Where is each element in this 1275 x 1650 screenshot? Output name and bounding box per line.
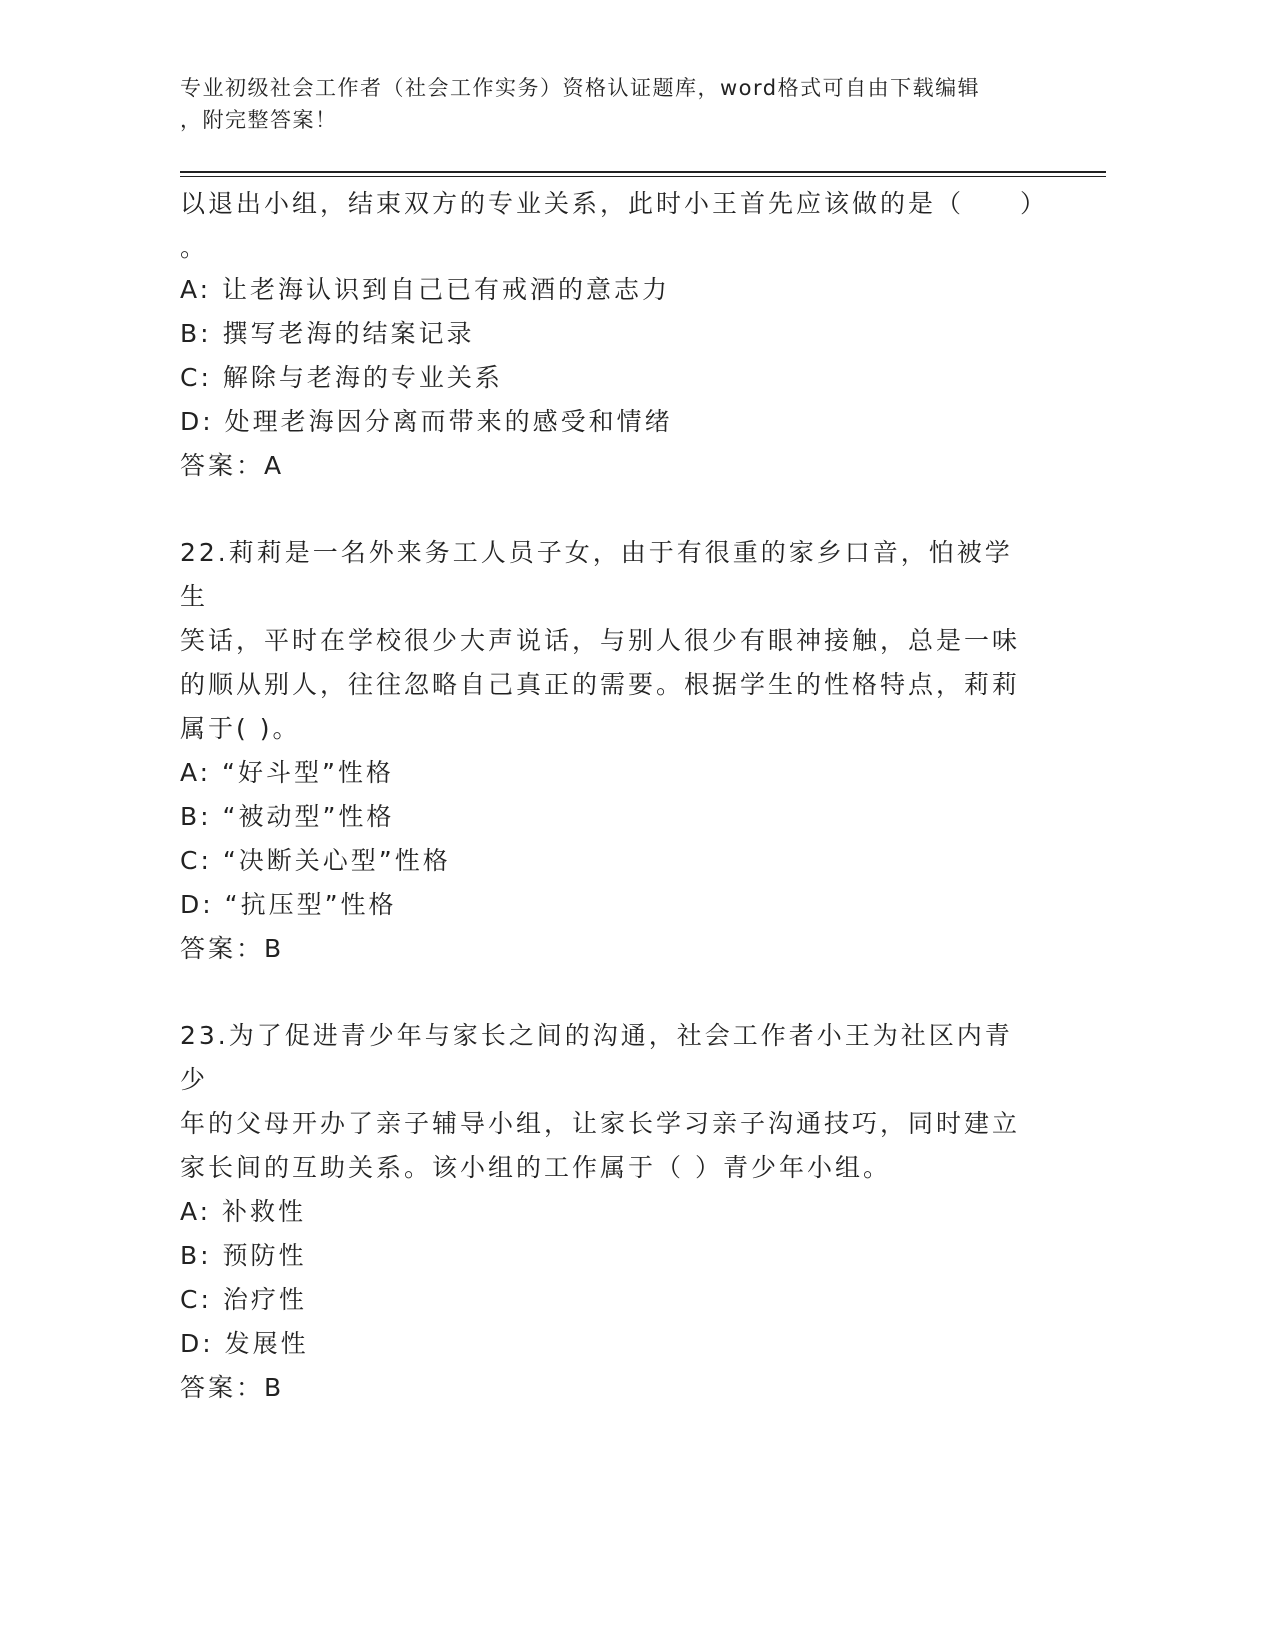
option-d: D: 发展性	[180, 1329, 309, 1358]
question-text-line: 家长间的互助关系。该小组的工作属于（ ）青少年小组。	[180, 1153, 891, 1182]
question-text-line: 23.为了促进青少年与家长之间的沟通，社会工作者小王为社区内青少	[180, 1021, 1013, 1094]
question-text-line: 笑话，平时在学校很少大声说话，与别人很少有眼神接触，总是一味	[180, 626, 1021, 655]
option-a: A: “好斗型”性格	[180, 758, 394, 787]
spacer	[180, 971, 1040, 1014]
option-d: D: “抗压型”性格	[180, 890, 397, 919]
option-b: B: 预防性	[180, 1241, 307, 1270]
document-body	[180, 180, 1049, 1410]
page-header	[180, 72, 1040, 136]
question-21-continuation	[180, 180, 1049, 488]
answer: 答案：B	[180, 934, 285, 963]
header-line-1: 专业初级社会工作者（社会工作实务）资格认证题库，word格式可自由下载编辑	[180, 76, 981, 100]
option-a: A: 让老海认识到自己已有戒酒的意志力	[180, 275, 671, 304]
header-divider-thick	[180, 171, 1106, 173]
answer: 答案：A	[180, 451, 285, 480]
option-b: B: “被动型”性格	[180, 802, 395, 831]
question-23	[180, 1014, 1040, 1410]
question-text-line: 。	[180, 233, 209, 262]
option-c: C: “决断关心型”性格	[180, 846, 451, 875]
question-22	[180, 531, 1040, 971]
option-a: A: 补救性	[180, 1197, 307, 1226]
question-text-line: 属于( )。	[180, 714, 301, 743]
answer: 答案：B	[180, 1373, 285, 1402]
option-c: C: 治疗性	[180, 1285, 307, 1314]
header-divider-thin	[180, 176, 1106, 177]
question-text-line: 以退出小组，结束双方的专业关系，此时小王首先应该做的是（ ）	[180, 189, 1049, 218]
option-b: B: 撰写老海的结案记录	[180, 319, 475, 348]
question-text-line: 的顺从别人，往往忽略自己真正的需要。根据学生的性格特点，莉莉	[180, 670, 1021, 699]
question-text-line: 年的父母开办了亲子辅导小组，让家长学习亲子沟通技巧，同时建立	[180, 1109, 1021, 1138]
question-text-line: 22.莉莉是一名外来务工人员子女，由于有很重的家乡口音，怕被学生	[180, 538, 1013, 611]
spacer	[180, 488, 1040, 531]
option-c: C: 解除与老海的专业关系	[180, 363, 503, 392]
header-line-2: ，附完整答案！	[180, 108, 338, 132]
option-d: D: 处理老海因分离而带来的感受和情绪	[180, 407, 673, 436]
